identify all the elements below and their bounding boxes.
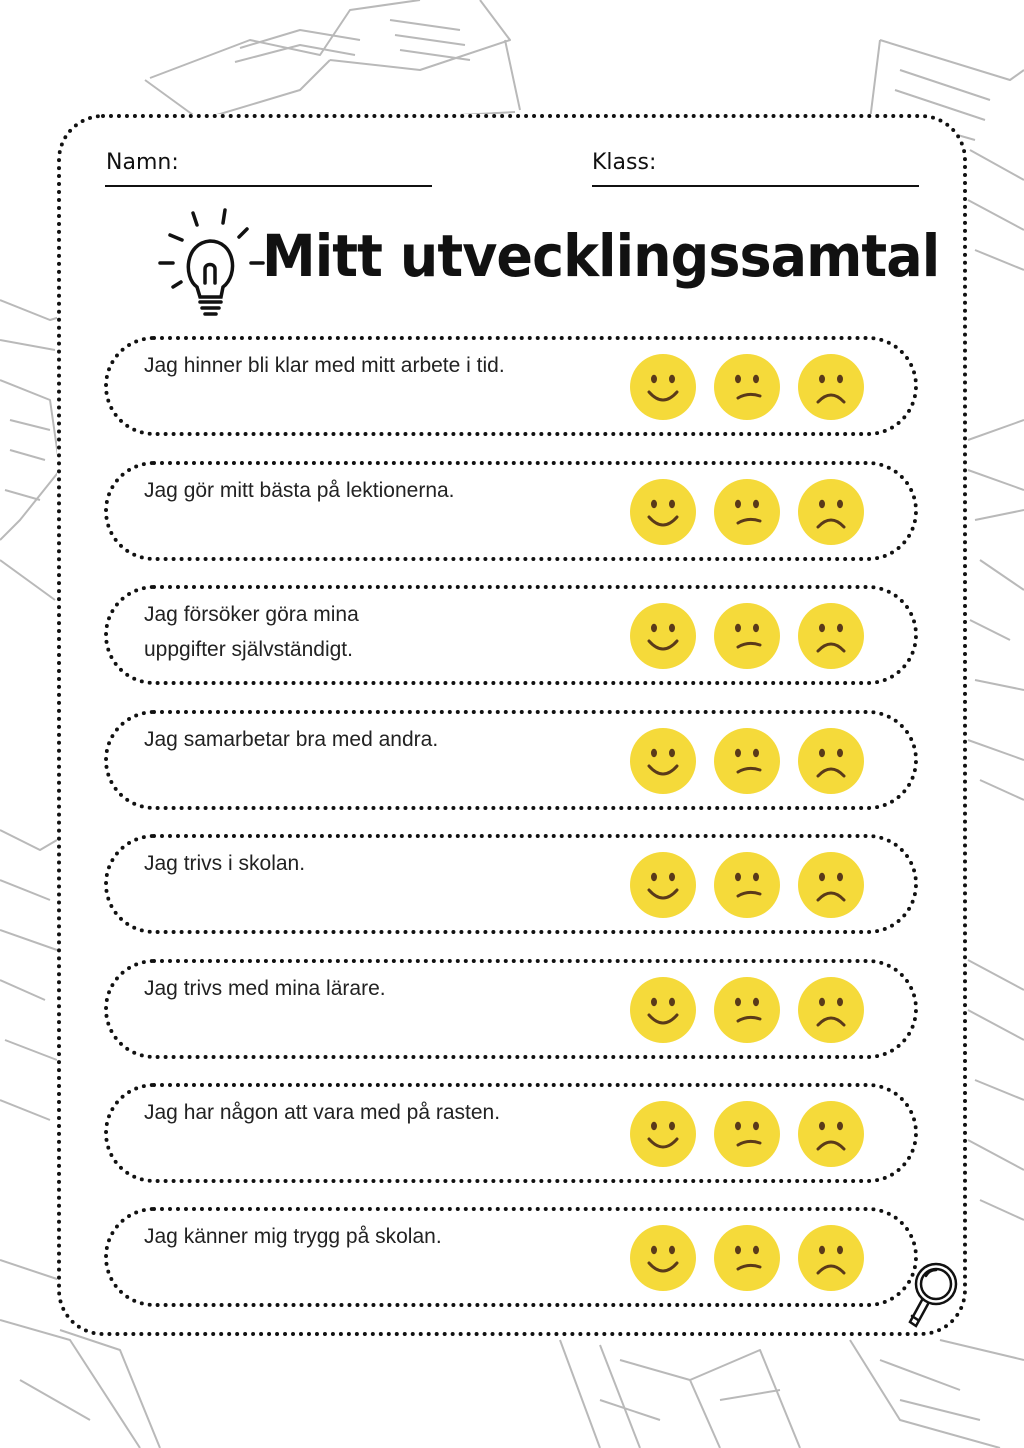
happy-face-icon[interactable] (630, 1225, 696, 1291)
statement-row (104, 834, 918, 934)
rating-faces (630, 603, 866, 669)
unsure-face-icon[interactable] (714, 728, 780, 794)
sad-face-icon[interactable] (798, 479, 864, 545)
happy-face-icon[interactable] (630, 603, 696, 669)
statement-text: Jag försöker göra mina uppgifter självständigt. (144, 603, 359, 661)
unsure-face-icon[interactable] (714, 1225, 780, 1291)
unsure-face-icon[interactable] (714, 354, 780, 420)
statement-text: Jag känner mig trygg på skolan. (144, 1225, 442, 1248)
unsure-face-icon[interactable] (714, 852, 780, 918)
happy-face-icon[interactable] (630, 977, 696, 1043)
unsure-face-icon[interactable] (714, 977, 780, 1043)
sad-face-icon[interactable] (798, 1101, 864, 1167)
rating-faces (630, 728, 866, 794)
statement-text: Jag samarbetar bra med andra. (144, 728, 439, 751)
happy-face-icon[interactable] (630, 728, 696, 794)
statement-row (104, 461, 918, 561)
class-label: Klass: (592, 150, 657, 175)
happy-face-icon[interactable] (630, 479, 696, 545)
statement-text: Jag gör mitt bästa på lektionerna. (144, 479, 455, 502)
sad-face-icon[interactable] (798, 852, 864, 918)
rating-faces (630, 479, 866, 545)
name-field[interactable] (105, 185, 432, 187)
unsure-face-icon[interactable] (714, 1101, 780, 1167)
statement-text: Jag trivs i skolan. (144, 852, 306, 875)
statement-row (104, 1207, 918, 1307)
unsure-face-icon[interactable] (714, 479, 780, 545)
class-field[interactable] (592, 185, 919, 187)
happy-face-icon[interactable] (630, 1101, 696, 1167)
rating-faces (630, 1225, 866, 1291)
happy-face-icon[interactable] (630, 852, 696, 918)
sad-face-icon[interactable] (798, 354, 864, 420)
happy-face-icon[interactable] (630, 354, 696, 420)
rating-faces (630, 852, 866, 918)
sad-face-icon[interactable] (798, 977, 864, 1043)
unsure-face-icon[interactable] (714, 603, 780, 669)
statement-row (104, 1083, 918, 1183)
rating-faces (630, 1101, 866, 1167)
statement-row (104, 585, 918, 685)
sad-face-icon[interactable] (798, 1225, 864, 1291)
statement-text: Jag trivs med mina lärare. (144, 977, 386, 1000)
statement-row (104, 710, 918, 810)
rating-faces (630, 977, 866, 1043)
name-label: Namn: (106, 150, 179, 175)
statement-text: Jag har någon att vara med på rasten. (144, 1101, 501, 1124)
rating-faces (630, 354, 866, 420)
statement-row (104, 959, 918, 1059)
sad-face-icon[interactable] (798, 728, 864, 794)
statement-row (104, 336, 918, 436)
page-title: Mitt utvecklingssamtal (262, 222, 940, 290)
magnifier-icon (900, 1258, 964, 1336)
sad-face-icon[interactable] (798, 603, 864, 669)
lightbulb-icon (155, 205, 265, 320)
statement-text: Jag hinner bli klar med mitt arbete i tid. (144, 354, 505, 377)
